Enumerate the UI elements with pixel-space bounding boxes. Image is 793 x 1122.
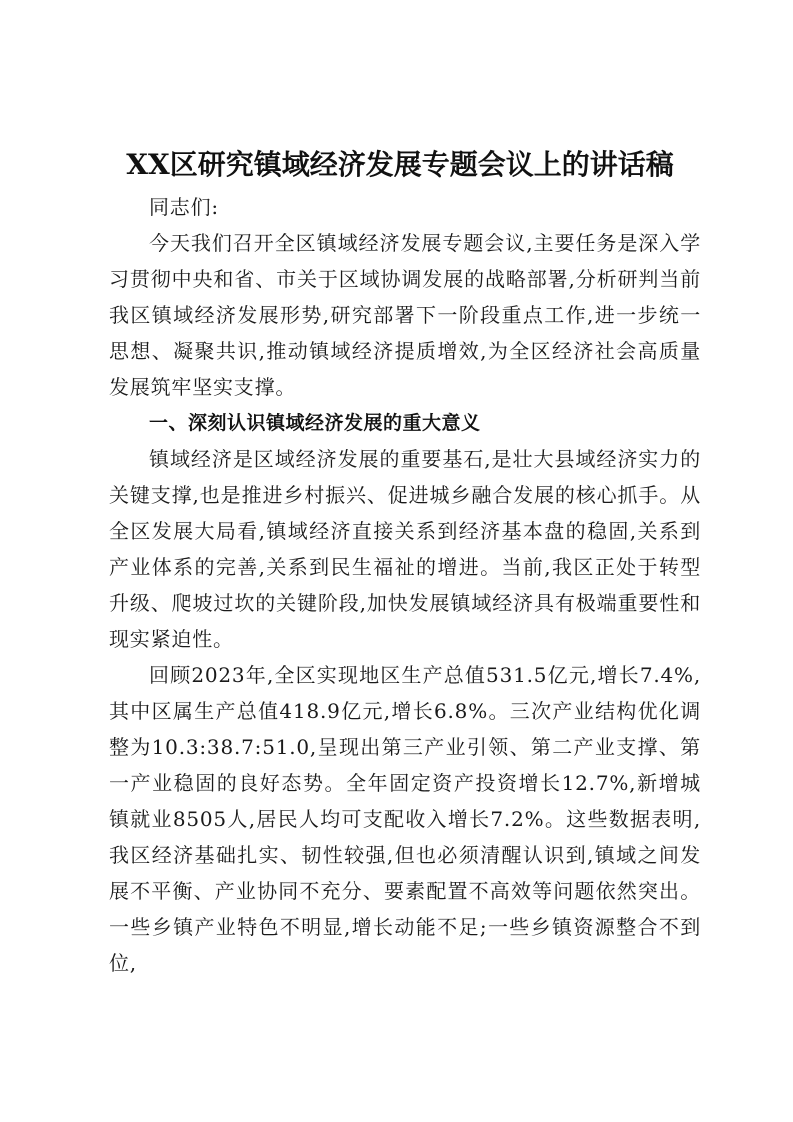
section-heading-1: 一、深刻认识镇域经济发展的重大意义 [149, 412, 481, 434]
salutation: 同志们: [149, 195, 219, 219]
opening-paragraph: 今天我们召开全区镇域经济发展专题会议,主要任务是深入学习贯彻中央和省、市关于区域协调发展的战略部署,分析研判当前我区镇域经济发展形势,研究部署下一阶段重点工作,进一步统一思想、凝聚共识,推动镇域经济提质增效,为全区经济社会高质量发展筑牢坚实支撑。 [109, 231, 701, 399]
section1-paragraph-1: 镇域经济是区域经济发展的重要基石,是壮大县域经济实力的关键支撑,也是推进乡村振兴、促进城乡融合发展的核心抓手。从全区发展大局看,镇域经济直接关系到经济基本盘的稳固,关系到产业体系的完善,关系到民生福祉的增进。当前,我区正处于转型升级、爬坡过坎的关键阶段,加快发展镇域经济具有极端重要性和现实紧迫性。 [109, 447, 701, 651]
page-title: XX区研究镇域经济发展专题会议上的讲话稿 [126, 148, 674, 181]
speech-body [109, 189, 701, 981]
section1-paragraph-2: 回顾2023年,全区实现地区生产总值531.5亿元,增长7.4%,其中区属生产总值418.9亿元,增长6.8%。三次产业结构优化调整为10.3:38.7:51.0,呈现出第三产业引领、第二产业支撑、第一产业稳固的良好态势。全年固定资产投资增长12.7%,新增城镇就业8505人,居民人均可支配收入增长7.2%。这些数据表明,我区经济基础扎实、韧性较强,但也必须清醒认识到,镇域之间发展不平衡、产业协同不充分、要素配置不高效等问题依然突出。一些乡镇产业特色不明显,增长动能不足;一些乡镇资源整合不到位, [109, 663, 701, 975]
